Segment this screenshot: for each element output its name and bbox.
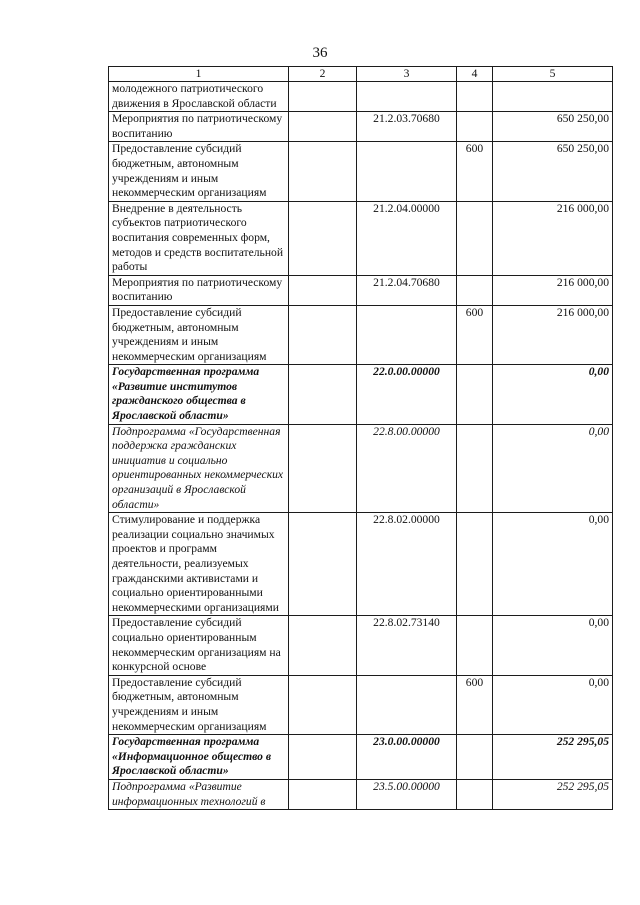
cell-column-2 — [289, 616, 357, 675]
cell-code — [357, 142, 457, 201]
cell-code: 22.8.02.73140 — [357, 616, 457, 675]
table-row — [109, 275, 613, 305]
cell-column-2 — [289, 201, 357, 275]
cell-name: Внедрение в деятельность субъектов патриотического воспитания современных форм, методов и средств воспитательной работы — [109, 201, 289, 275]
column-header-name: 1 — [109, 67, 289, 82]
cell-sum: 252 295,05 — [493, 779, 613, 809]
cell-expense-type — [457, 82, 493, 112]
table-row — [109, 735, 613, 780]
budget-table — [108, 66, 613, 810]
cell-code — [357, 305, 457, 364]
table-row — [109, 142, 613, 201]
table-body — [109, 82, 613, 810]
cell-name: Предоставление субсидий бюджетным, автономным учреждениям и иным некоммерческим организациям — [109, 142, 289, 201]
cell-sum: 252 295,05 — [493, 735, 613, 780]
cell-expense-type — [457, 735, 493, 780]
cell-sum: 650 250,00 — [493, 142, 613, 201]
cell-column-2 — [289, 424, 357, 513]
cell-code — [357, 82, 457, 112]
cell-code — [357, 675, 457, 734]
cell-expense-type — [457, 365, 493, 424]
page-number: 36 — [312, 45, 328, 61]
table-row — [109, 201, 613, 275]
cell-column-2 — [289, 82, 357, 112]
cell-code: 21.2.03.70680 — [357, 112, 457, 142]
cell-sum: 216 000,00 — [493, 275, 613, 305]
cell-expense-type: 600 — [457, 142, 493, 201]
cell-code: 23.0.00.00000 — [357, 735, 457, 780]
cell-expense-type — [457, 424, 493, 513]
table-row — [109, 305, 613, 364]
cell-column-2 — [289, 779, 357, 809]
table-row — [109, 616, 613, 675]
table-header-row — [109, 67, 613, 82]
cell-sum: 0,00 — [493, 365, 613, 424]
cell-name: Подпрограмма «Развитие информационных технологий в — [109, 779, 289, 809]
cell-sum: 216 000,00 — [493, 201, 613, 275]
cell-sum — [493, 82, 613, 112]
cell-column-2 — [289, 513, 357, 616]
cell-expense-type — [457, 275, 493, 305]
cell-name: молодежного патриотического движения в Ярославской области — [109, 82, 289, 112]
cell-expense-type — [457, 779, 493, 809]
cell-name: Подпрограмма «Государственная поддержка гражданских инициатив и социально ориентированных некоммерческих организаций в Ярославской области» — [109, 424, 289, 513]
cell-column-2 — [289, 735, 357, 780]
cell-name: Стимулирование и поддержка реализации социально значимых проектов и программ деятельности, реализуемых гражданскими активистами и социально ориентированными некоммерческими организациями — [109, 513, 289, 616]
cell-code: 22.8.00.00000 — [357, 424, 457, 513]
cell-name: Государственная программа «Информационное общество в Ярославской области» — [109, 735, 289, 780]
cell-expense-type — [457, 201, 493, 275]
cell-code: 22.8.02.00000 — [357, 513, 457, 616]
column-header-type: 4 — [457, 67, 493, 82]
column-header-code: 3 — [357, 67, 457, 82]
cell-column-2 — [289, 675, 357, 734]
table-row — [109, 112, 613, 142]
cell-code: 22.0.00.00000 — [357, 365, 457, 424]
cell-name: Предоставление субсидий бюджетным, автономным учреждениям и иным некоммерческим организациям — [109, 305, 289, 364]
cell-expense-type — [457, 513, 493, 616]
cell-column-2 — [289, 305, 357, 364]
cell-code: 23.5.00.00000 — [357, 779, 457, 809]
cell-expense-type: 600 — [457, 305, 493, 364]
table-row — [109, 82, 613, 112]
cell-column-2 — [289, 112, 357, 142]
column-header-sum: 5 — [493, 67, 613, 82]
cell-expense-type — [457, 616, 493, 675]
cell-sum: 216 000,00 — [493, 305, 613, 364]
cell-sum: 0,00 — [493, 424, 613, 513]
table-row — [109, 513, 613, 616]
cell-name: Мероприятия по патриотическому воспитанию — [109, 112, 289, 142]
cell-code: 21.2.04.70680 — [357, 275, 457, 305]
table-row — [109, 365, 613, 424]
cell-name: Предоставление субсидий социально ориентированным некоммерческим организациям на конкурсной основе — [109, 616, 289, 675]
table-row — [109, 779, 613, 809]
cell-expense-type: 600 — [457, 675, 493, 734]
cell-column-2 — [289, 275, 357, 305]
cell-sum: 650 250,00 — [493, 112, 613, 142]
cell-name: Мероприятия по патриотическому воспитанию — [109, 275, 289, 305]
column-header-2: 2 — [289, 67, 357, 82]
cell-column-2 — [289, 365, 357, 424]
table-row — [109, 675, 613, 734]
cell-code: 21.2.04.00000 — [357, 201, 457, 275]
table-row — [109, 424, 613, 513]
cell-sum: 0,00 — [493, 675, 613, 734]
cell-sum: 0,00 — [493, 616, 613, 675]
cell-column-2 — [289, 142, 357, 201]
cell-name: Предоставление субсидий бюджетным, автономным учреждениям и иным некоммерческим организациям — [109, 675, 289, 734]
cell-expense-type — [457, 112, 493, 142]
cell-sum: 0,00 — [493, 513, 613, 616]
cell-name: Государственная программа «Развитие институтов гражданского общества в Ярославской области» — [109, 365, 289, 424]
